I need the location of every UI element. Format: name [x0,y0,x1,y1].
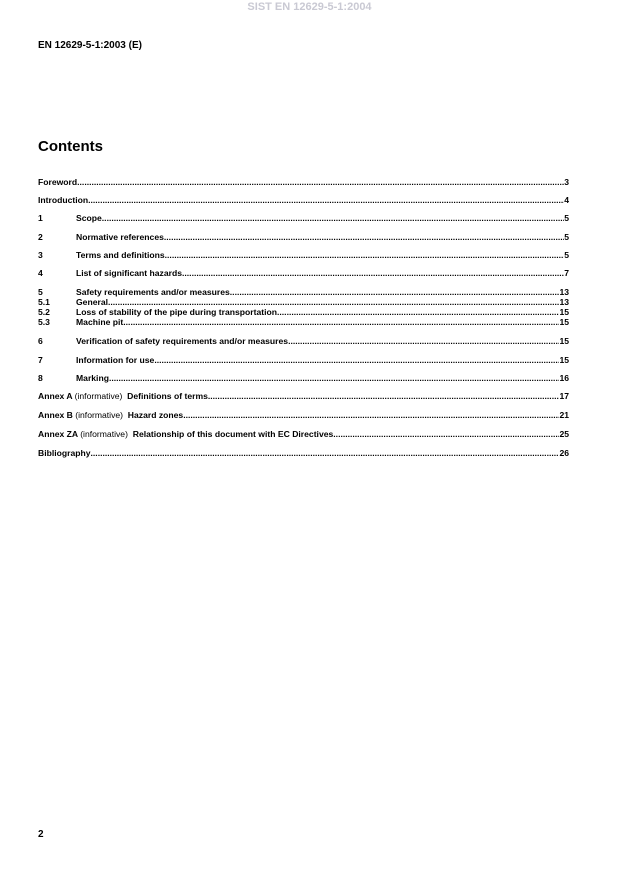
toc-entry-page: 17 [559,391,569,401]
toc-entry-number: 2 [38,232,43,242]
toc-entry-title: Introduction [38,195,89,205]
toc-entry-label [76,336,288,346]
toc-entry-label [76,355,154,365]
toc-entry[interactable] [38,268,569,278]
toc-entry[interactable] [38,391,569,401]
toc-entry-page: 5 [564,232,569,242]
toc-entry[interactable] [38,373,569,383]
toc-entry[interactable] [38,355,569,365]
toc-entry-label [38,448,91,458]
contents-title: Contents [38,138,103,155]
toc-entry-number: 3 [38,250,43,260]
dot-leader [183,410,559,420]
toc-entry-page: 5 [564,250,569,260]
toc-entry-title: Definitions of terms [127,391,208,401]
toc-entry-label [76,287,230,297]
toc-entry-page: 25 [559,429,569,439]
toc-entry-number: 5 [38,287,43,297]
toc-entry-label [76,250,165,260]
toc-entry-page: 21 [559,410,569,420]
toc-entry-label [76,373,109,383]
toc-entry-title: Bibliography [38,448,91,458]
toc-entry-page: 26 [559,448,569,458]
toc-entry-page: 15 [559,317,569,327]
toc-entry-number: 7 [38,355,43,365]
toc-entry-page: 5 [564,213,569,223]
dot-leader [164,232,564,242]
toc-entry-label [76,268,182,278]
watermark: SIST EN 12629-5-1:2004 [247,1,372,13]
toc-entry[interactable] [38,336,569,346]
toc-entry-title: Normative references [76,232,164,242]
toc-entry-label [76,213,102,223]
toc-entry-number: 8 [38,373,43,383]
toc-entry-page: 15 [559,336,569,346]
dot-leader [230,287,560,297]
toc-entry-title: Information for use [76,355,155,365]
dot-leader [102,213,564,223]
toc-entry-title: Marking [76,373,109,383]
toc-entry-number: 5.3 [38,317,50,327]
toc-entry-number: 4 [38,268,43,278]
toc-entry[interactable] [38,410,569,420]
toc-entry[interactable] [38,177,569,187]
toc-entry-title: Terms and definitions [76,250,165,260]
toc-entry-title: Foreword [38,177,78,187]
annex-label: Annex ZA [38,429,78,439]
page-number: 2 [38,829,44,840]
dot-leader [77,177,564,187]
dot-leader [165,250,565,260]
toc-entry-page: 13 [559,297,569,307]
toc-entry-title: Verification of safety requirements and/or measures [76,336,289,346]
toc-entry-number: 6 [38,336,43,346]
toc-entry-page: 4 [564,195,569,205]
toc-entry-label [76,232,164,242]
annex-label: Annex A [38,391,73,401]
toc-entry-label [76,307,277,317]
toc-entry-label [76,317,123,327]
toc-entry-title: Loss of stability of the pipe during transportation [76,307,278,317]
toc-entry-number: 5.2 [38,307,50,317]
toc-entry-label [38,177,77,187]
toc-entry-page: 13 [559,287,569,297]
annex-type: (informative) [74,391,123,401]
toc-entry[interactable] [38,297,569,307]
toc-entry-title: Safety requirements and/or measures [76,287,230,297]
dot-leader [288,336,559,346]
toc-entry-number: 5.1 [38,297,50,307]
toc-entry-page: 16 [559,373,569,383]
dot-leader [88,195,564,205]
dot-leader [333,429,559,439]
dot-leader [123,317,559,327]
toc-entry-title: General [76,297,109,307]
toc-entry[interactable] [38,232,569,242]
dot-leader [108,297,559,307]
dot-leader [277,307,559,317]
toc-entry-page: 15 [559,307,569,317]
annex-type: (informative) [80,429,128,439]
toc-entry[interactable] [38,195,569,205]
toc-entry-title: List of significant hazards [76,268,183,278]
toc-entry-title: Relationship of this document with EC Directives [132,429,334,439]
toc-entry-label [38,410,183,420]
toc-entry-label [38,391,208,401]
dot-leader [154,355,559,365]
document-id: EN 12629-5-1:2003 (E) [38,40,142,51]
toc-entry[interactable] [38,287,569,297]
toc-entry[interactable] [38,429,569,439]
toc-entry[interactable] [38,213,569,223]
toc-entry-label [38,195,88,205]
toc-entry-page: 7 [564,268,569,278]
toc-entry[interactable] [38,307,569,317]
toc-entry-label [38,429,333,439]
toc-entry[interactable] [38,448,569,458]
toc-entry-title: Scope [76,213,102,223]
toc-entry-page: 3 [564,177,569,187]
dot-leader [91,448,560,458]
annex-label: Annex B [38,410,73,420]
toc-entry[interactable] [38,317,569,327]
dot-leader [109,373,559,383]
toc-entry-number: 1 [38,213,43,223]
toc-entry[interactable] [38,250,569,260]
toc-entry-title: Hazard zones [127,410,184,420]
annex-type: (informative) [75,410,124,420]
dot-leader [182,268,564,278]
toc-entry-title: Machine pit [76,317,124,327]
toc-entry-page: 15 [559,355,569,365]
dot-leader [208,391,560,401]
toc-entry-label [76,297,108,307]
